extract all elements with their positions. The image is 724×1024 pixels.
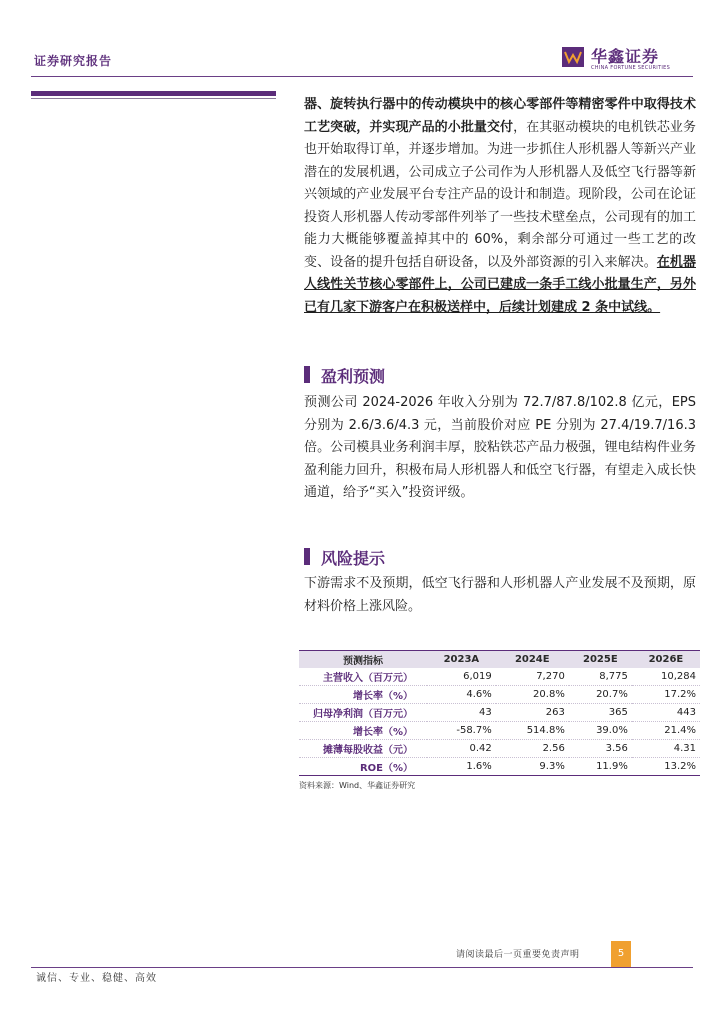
table-cell: 514.8% — [496, 722, 569, 740]
profit-forecast-text: 预测公司 2024-2026 年收入分别为 72.7/87.8/102.8 亿元，EPS 分别为 2.6/3.6/4.3 元，当前股价对应 PE 分别为 27.4/19.7/16.3 倍。公司模具业务利润丰厚，胶粘铁芯产品力极强，锂电结构件业务盈利能力回升，积极布局人形机器人和低空飞行器，有望走入成长快通道，给予“买入”投资评级。 — [304, 395, 696, 500]
table-cell: 0.42 — [427, 740, 496, 758]
table-cell: 263 — [496, 704, 569, 722]
section-marker — [304, 548, 310, 565]
company-motto: 诚信、专业、稳健、高效 — [36, 973, 157, 984]
company-logo — [562, 44, 692, 72]
table-cell: 21.4% — [632, 722, 700, 740]
body-text: ，在其驱动模块的电机铁芯业务也开始取得订单，并逐步增加。为进一步抓住人形机器人等新兴产业潜在的发展机遇，公司成立子公司作为人形机器人及低空飞行器等新兴领域的产业发展平台专注产品的设计和制造。现阶段，公司在论证投资人形机器人传动零部件列举了一些技术壁垒点，公司现有的加工能力大概能够覆盖掉其中的 60%，剩余部分可通过一些工艺的改变、设备的提升包括自研设备，以及外部资源的引入来解决。 — [304, 119, 696, 270]
table-header-cell: 2025E — [569, 651, 632, 669]
table-cell: 20.7% — [569, 686, 632, 704]
table-cell: 20.8% — [496, 686, 569, 704]
header-divider — [31, 76, 693, 77]
table-cell: 13.2% — [632, 758, 700, 776]
row-label: 摊薄每股收益（元） — [299, 740, 427, 758]
forecast-table — [299, 650, 700, 776]
row-label: 归母净利润（百万元） — [299, 704, 427, 722]
sidebar-accent-bar — [31, 91, 276, 96]
table-header-cell: 2026E — [632, 651, 700, 669]
body-paragraph — [304, 94, 696, 319]
table-cell: 443 — [632, 704, 700, 722]
table-cell: -58.7% — [427, 722, 496, 740]
table-cell: 1.6% — [427, 758, 496, 776]
row-label: 增长率（%） — [299, 722, 427, 740]
table-cell: 10,284 — [632, 668, 700, 686]
table-cell: 365 — [569, 704, 632, 722]
table-header-row — [299, 651, 700, 669]
row-label: 增长率（%） — [299, 686, 427, 704]
table-cell: 4.31 — [632, 740, 700, 758]
sidebar-accent-line — [31, 98, 276, 99]
logo-text-en: CHINA FORTUNE SECURITIES — [591, 65, 671, 71]
logo-mark-icon — [562, 47, 584, 67]
table-row — [299, 758, 700, 776]
row-label: ROE（%） — [299, 758, 427, 776]
footer-divider — [31, 967, 693, 968]
table-header-cell: 预测指标 — [299, 651, 427, 669]
table-header-cell: 2024E — [496, 651, 569, 669]
body-bold-lead: 器、旋转执行器中的传动模块中的核心零部件等精密零件中取得技术工艺突破，并实现产品的小批量交付 — [304, 97, 696, 135]
table-cell: 8,775 — [569, 668, 632, 686]
report-type-label: 证券研究报告 — [34, 54, 113, 68]
disclaimer-note: 请阅读最后一页重要免责声明 — [456, 950, 580, 960]
table-cell: 39.0% — [569, 722, 632, 740]
section-marker — [304, 366, 310, 383]
row-label: 主营收入（百万元） — [299, 668, 427, 686]
section-title: 盈利预测 — [321, 367, 386, 386]
body-underlined-conclusion: 在机器人线性关节核心零部件上，公司已建成一条手工线小批量生产，另外已有几家下游客户在积极送样中，后续计划建成 2 条中试线。 — [304, 254, 696, 315]
table-row — [299, 722, 700, 740]
table-cell: 2.56 — [496, 740, 569, 758]
table-row — [299, 704, 700, 722]
table-cell: 3.56 — [569, 740, 632, 758]
table-row — [299, 686, 700, 704]
table-row — [299, 668, 700, 686]
table-row — [299, 740, 700, 758]
risk-text: 下游需求不及预期，低空飞行器和人形机器人产业发展不及预期，原材料价格上涨风险。 — [304, 576, 696, 614]
logo-text-cn: 华鑫证券 — [591, 47, 660, 66]
table-cell: 7,270 — [496, 668, 569, 686]
page-number-badge: 5 — [611, 941, 631, 967]
table-cell: 11.9% — [569, 758, 632, 776]
section-title: 风险提示 — [321, 549, 386, 568]
table-cell: 43 — [427, 704, 496, 722]
table-header-cell: 2023A — [427, 651, 496, 669]
table-cell: 17.2% — [632, 686, 700, 704]
table-cell: 4.6% — [427, 686, 496, 704]
table-source-note: 资料来源：Wind、华鑫证券研究 — [299, 781, 416, 790]
table-cell: 6,019 — [427, 668, 496, 686]
table-cell: 9.3% — [496, 758, 569, 776]
